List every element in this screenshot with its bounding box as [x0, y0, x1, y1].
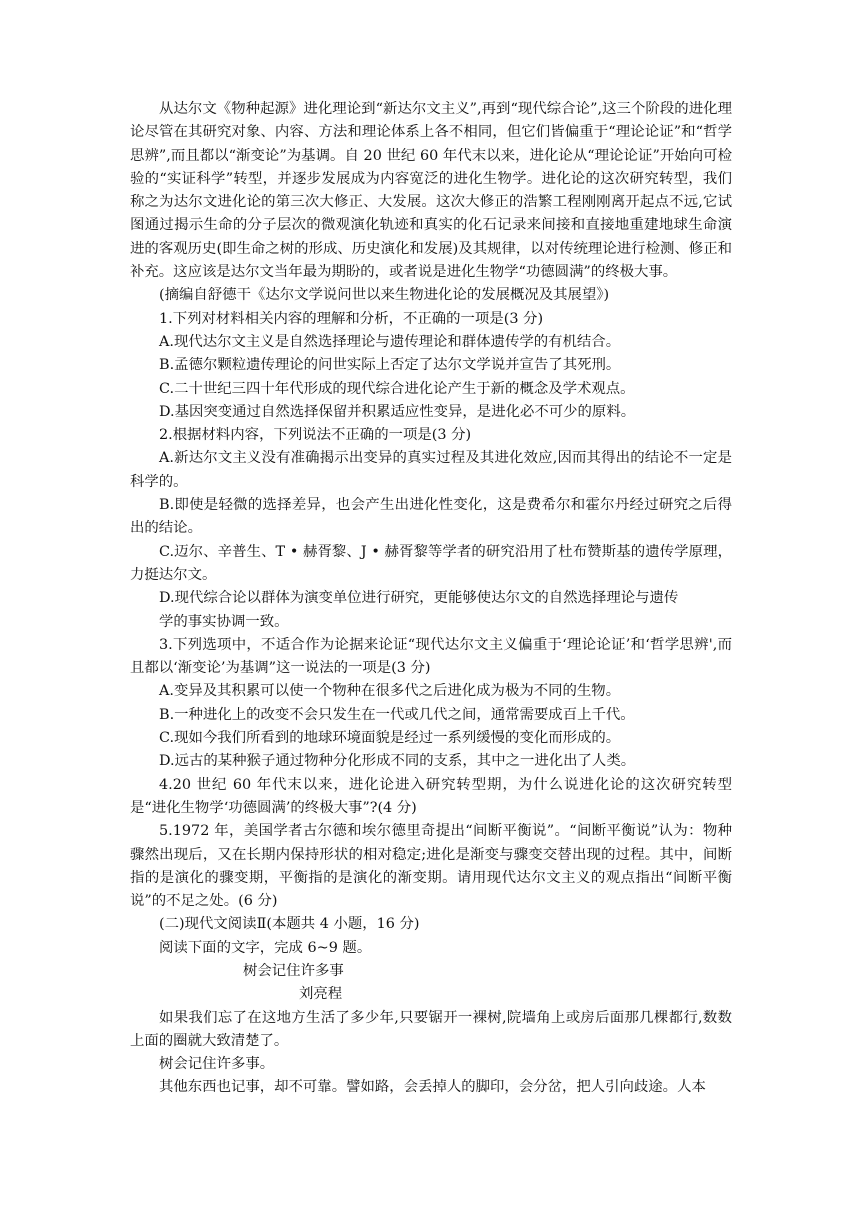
- question-3-stem: 3.下列选项中，不适合作为论据来论证“现代达尔文主义偏重于‘理论论证’和‘哲学思辨',而且都以‘渐变论’为基调”这一说法的一项是(3 分): [130, 636, 732, 677]
- essay-paragraph: 如果我们忘了在这地方生活了多少年,只要锯开一裸树,院墙角上或房后面那几棵都行,数数上面的圈就大致清楚了。: [130, 1009, 732, 1049]
- question-2-option-d: D.现代综合论以群体为演变单位进行研究，更能够使达尔文的自然选择理论与遗传: [159, 590, 679, 607]
- essay-paragraph: 树会记住许多事。: [159, 1056, 275, 1073]
- question-4: 4.20 世纪 60 年代末以来，进化论进入研究转型期，为什么说进化论的这次研究转型是“进化生物学‘功德圆满’的终极大事”?(4 分): [130, 776, 732, 816]
- question-1-option-b: B.孟德尔颗粒遗传理论的问世实际上否定了达尔文学说并宣告了其死刑。: [159, 357, 621, 374]
- essay-paragraph: 其他东西也记事，却不可靠。譬如路，会丢掉人的脚印，会分岔，把人引向歧途。人本: [159, 1079, 706, 1096]
- question-3-option-d: D.远古的某种猴子通过物种分化形成不同的支系，其中之一进化出了人类。: [159, 753, 636, 770]
- source-citation: (摘编自舒德干《达尔文学说问世以来生物进化论的发展概况及其展望》): [159, 287, 610, 304]
- question-3-option-b: B.一种进化上的改变不会只发生在一代或几代之间，通常需要成百上千代。: [159, 706, 635, 723]
- question-1-option-a: A.现代达尔文主义是自然选择理论与遗传理论和群体遗传学的有机结合。: [159, 333, 621, 350]
- question-1-stem: 1.下列对材料相关内容的理解和分析，不正确的一项是(3 分): [159, 310, 544, 327]
- question-2-option-d-continuation: 学的事实协调一致。: [159, 613, 289, 630]
- question-1-option-c: C.二十世纪三四十年代形成的现代综合进化论产生于新的概念及学术观点。: [159, 380, 635, 397]
- section-2-heading: (二)现代文阅读Ⅱ(本题共 4 小题，16 分): [159, 916, 420, 933]
- question-3-option-a: A.变异及其积累可以使一个物种在很多代之后进化成为极为不同的生物。: [159, 683, 621, 700]
- question-2-option-a: A.新达尔文主义没有准确揭示出变异的真实过程及其进化效应,因而其得出的结论不一定是科学的。: [130, 450, 732, 490]
- question-1-option-d: D.基因突变通过自然选择保留并积累适应性变异，是进化必不可少的原料。: [159, 403, 636, 420]
- passage-paragraph: 从达尔文《物种起源》进化理论到“新达尔文主义”,再到“现代综合论”,这三个阶段的进化理论尽管在其研究对象、内容、方法和理论体系上各不相同，但它们皆偏重于“理论论证”和“哲学思辨”,而且都以“渐变论”为基调。自 20 世纪 60 年代末以来，进化论从“理论论证”开始向可检验的“实证科学”转型，并逐步发展成为内容宽泛的进化生物学。进化论的这次研究转型，我们称之为达尔文进化论的第三次大修正、大发展。这次大修正的浩繁工程刚刚离开起点不远,它试图通过揭示生命的分子层次的微观演化轨迹和真实的化石记录来间接和直接地重建地球生命演进的客观历史(即生命之树的形成、历史演化和发展)及其规律，以对传统理论进行检测、修正和补充。这应该是达尔文当年最为期盼的，或者说是进化生物学“功德圆满”的终极大事。: [130, 101, 732, 281]
- question-2-option-b: B.即使是轻微的选择差异，也会产生出进化性变化，这是费希尔和霍尔丹经过研究之后得出的结论。: [130, 497, 732, 537]
- question-2-option-c: C.迈尔、辛普生、T • 赫胥黎、J • 赫胥黎等学者的研究沿用了杜布赞斯基的遗传学原理，力挺达尔文。: [130, 543, 732, 583]
- section-2-instruction: 阅读下面的文字，完成 6~9 题。: [159, 939, 372, 956]
- essay-title: 树会记住许多事: [243, 962, 344, 979]
- question-5: 5.1972 年，美国学者古尔德和埃尔德里奇提出“间断平衡说”。“间断平衡说”认为：物种骤然出现后，又在长期内保持形状的相对稳定;进化是渐变与骤变交替出现的过程。其中，间断指的是演化的骤变期，平衡指的是演化的渐变期。请用现代达尔文主义的观点指出“间断平衡说”的不足之处。(6 分): [130, 823, 732, 910]
- essay-author: 刘亮程: [299, 986, 343, 1003]
- question-3-option-c: C.现如今我们所看到的地球环境面貌是经过一系列缓慢的变化而形成的。: [159, 730, 621, 747]
- question-2-stem: 2.根据材料内容，下列说法不正确的一项是(3 分): [159, 427, 472, 444]
